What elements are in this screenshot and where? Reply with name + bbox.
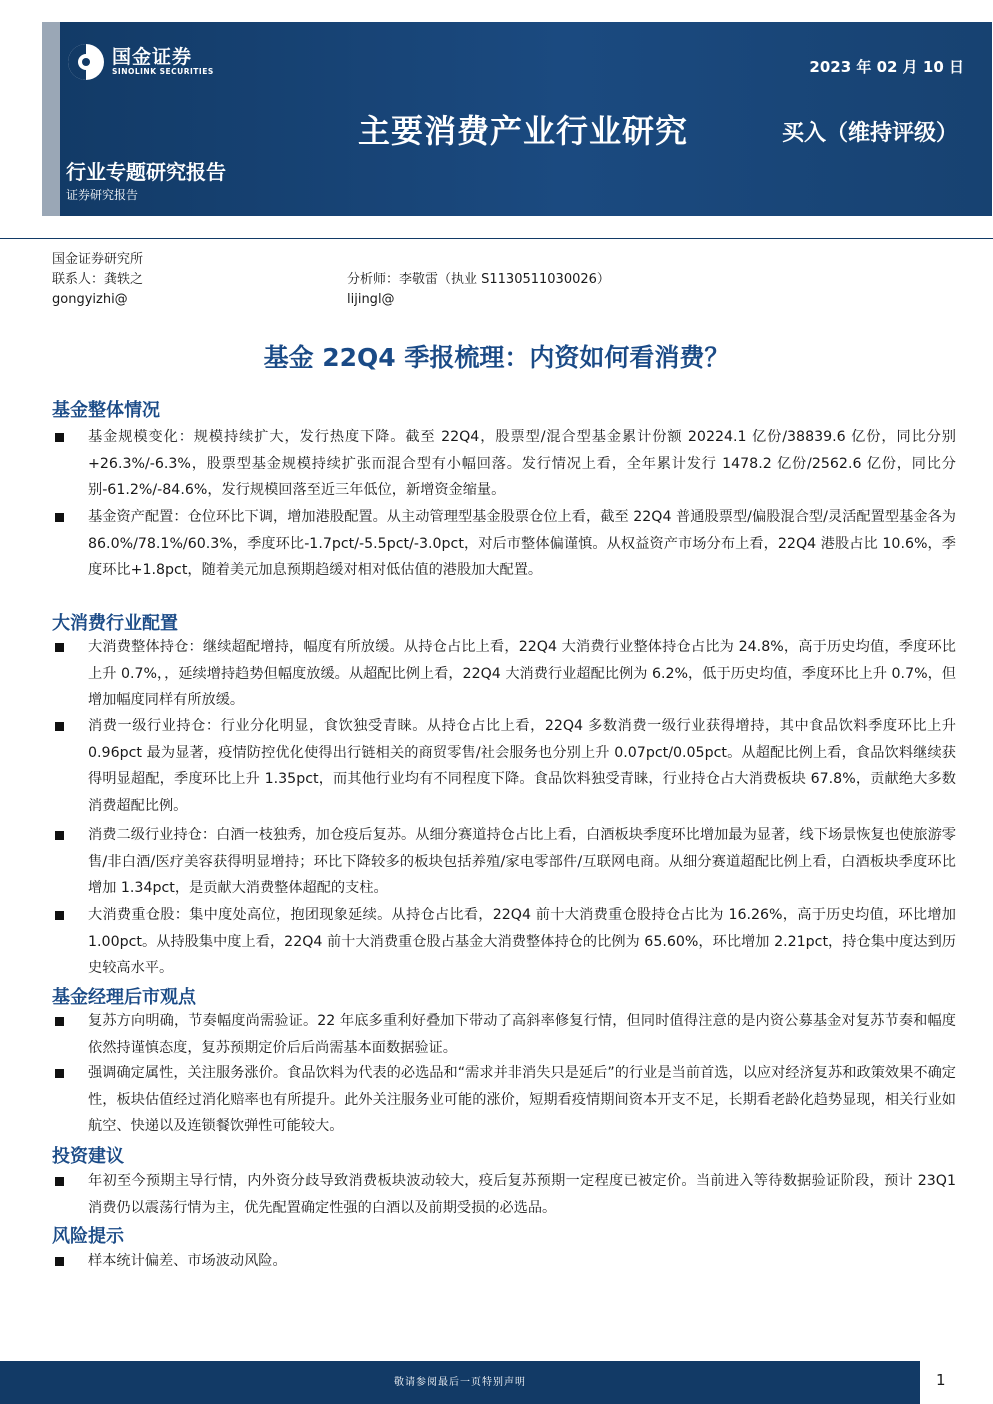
bullet-square-icon [55,911,64,920]
bullet-text: 消费二级行业持仓：白酒一枝独秀，加仓疫后复苏。从细分赛道持仓占比上看，白酒板块季度环比增加最为显著，线下场景恢复也使旅游零售/非白酒/医疗美容获得明显增持；环比下降较多的板块包括养殖/家电零部件/互联网电商。从细分赛道超配比例上看，白酒板块季度环比增加 1.34pct，是贡献大消费整体超配的支柱。 [88,827,956,896]
bullet-square-icon [55,643,64,652]
banner-accent [42,22,60,216]
footer-disclaimer: 敬请参阅最后一页特别声明 [394,1377,526,1388]
report-type: 行业专题研究报告 [66,160,226,184]
bullet-item [52,1060,957,1140]
bullet-item [52,713,957,819]
bullet-item [52,1248,957,1275]
analyst-email: lijingl@ [347,292,395,307]
report-date: 2023 年 02 月 10 日 [809,58,964,76]
bullet-item [52,1008,957,1061]
industry-title: 主要消费产业行业研究 [358,112,689,150]
bullet-text: 复苏方向明确，节奏幅度尚需验证。22 年底多重利好叠加下带动了高斜率修复行情，但同时值得注意的是内资公募基金对复苏节奏和幅度依然持谨慎态度，复苏预期定价后后尚需基本面数据验证。 [88,1013,956,1056]
section-heading: 风险提示 [52,1226,124,1247]
section-heading: 基金经理后市观点 [52,987,196,1008]
bullet-item [52,504,957,584]
bullet-item [52,424,957,504]
document-title: 基金 22Q4 季报梳理：内资如何看消费？ [263,343,730,372]
bullet-text: 大消费重仓股：集中度处高位，抱团现象延续。从持仓占比看，22Q4 前十大消费重仓股持仓占比为 16.26%，高于历史均值，环比增加 1.00pct。从持股集中度上看，22Q4 前十大消费重仓股占基金大消费整体持仓的比例为 65.60%，环比增加 2.21pct，持仓集中度达到历史较高水平。 [88,907,956,976]
page-footer [0,1361,993,1404]
report-subtype: 证券研究报告 [66,188,139,202]
bullet-square-icon [55,513,64,522]
logo-name-cn: 国金证券 [112,46,193,68]
contact-right [347,270,610,310]
bullet-square-icon [55,433,64,442]
header-divider [0,238,993,239]
bullet-square-icon [55,722,64,731]
bullet-item [52,822,957,902]
bullet-text: 样本统计偏差、市场波动风险。 [88,1253,287,1269]
contact-email: gongyizhi@ [52,292,128,307]
institute-name: 国金证券研究所 [52,252,144,267]
bullet-square-icon [55,1177,64,1186]
page-number: 1 [936,1371,946,1389]
bullet-square-icon [55,1257,64,1266]
logo-name-en: SINOLINK SECURITIES [112,67,214,76]
bullet-square-icon [55,1017,64,1026]
header-banner [42,22,992,216]
company-logo [68,44,214,80]
bullet-text: 基金资产配置：仓位环比下调，增加港股配置。从主动管理型基金股票仓位上看，截至 22Q4 普通股票型/偏股混合型/灵活配置型基金各为 86.0%/78.1%/60.3%，季度环比-1.7pct/-5.5pct/-3.0pct，对后市整体偏谨慎。从权益资产市场分布上看，22Q4 港股占比 10.6%，季度环比+1.8pct，随着美元加息预期趋缓对相对低估值的港股加大配置。 [88,509,956,578]
bullet-item [52,902,957,982]
analyst-name: 分析师：李敬雷（执业 S1130511030026） [347,272,610,287]
rating-badge: 买入（维持评级） [782,121,959,146]
bullet-square-icon [55,1069,64,1078]
bullet-item [52,1168,957,1221]
bullet-text: 大消费整体持仓：继续超配增持，幅度有所放缓。从持仓占比上看，22Q4 大消费行业整体持仓占比为 24.8%，高于历史均值，季度环比上升 0.7%，，延续增持趋势但幅度放缓。从超配比例上看，22Q4 大消费行业超配比例为 6.2%，低于历史均值，季度环比上升 0.7%，但增加幅度同样有所放缓。 [88,639,956,708]
logo-icon [68,44,104,80]
bullet-square-icon [55,831,64,840]
bullet-text: 消费一级行业持仓：行业分化明显，食饮独受青睐。从持仓占比上看，22Q4 多数消费一级行业获得增持，其中食品饮料季度环比上升 0.96pct 最为显著，疫情防控优化使得出行链相关的商贸零售/社会服务也分别上升 0.07pct/0.05pct。从超配比例上看，食品饮料继续获得明显超配，季度环比上升 1.35pct，而其他行业均有不同程度下降。食品饮料独受青睐，行业持仓占大消费板块 67.8%，贡献绝大多数消费超配比例。 [88,718,956,814]
contact-left [52,250,143,310]
bullet-text: 强调确定属性，关注服务涨价。食品饮料为代表的必选品和“需求并非消失只是延后”的行业是当前首选，以应对经济复苏和政策效果不确定性，板块估值经过消化赔率也有所提升。此外关注服务业可能的涨价，短期看疫情期间资本开支不足，长期看老龄化趋势显现，相关行业如航空、快递以及连锁餐饮弹性可能较大。 [88,1065,956,1134]
contact-person: 联系人：龚轶之 [52,272,144,287]
section-heading: 大消费行业配置 [52,613,178,634]
section-heading: 基金整体情况 [52,400,160,421]
bullet-item [52,634,957,714]
bullet-text: 年初至今预期主导行情，内外资分歧导致消费板块波动较大，疫后复苏预期一定程度已被定价。当前进入等待数据验证阶段，预计 23Q1 消费仍以震荡行情为主，优先配置确定性强的白酒以及前期受损的必选品。 [88,1173,956,1216]
bullet-text: 基金规模变化：规模持续扩大，发行热度下降。截至 22Q4，股票型/混合型基金累计份额 20224.1 亿份/38839.6 亿份，同比分别+26.3%/-6.3%，股票型基金规模持续扩张而混合型有小幅回落。发行情况上看，全年累计发行 1478.2 亿份/2562.6 亿份，同比分别-61.2%/-84.6%，发行规模回落至近三年低位，新增资金缩量。 [88,429,956,498]
section-heading: 投资建议 [52,1146,124,1167]
